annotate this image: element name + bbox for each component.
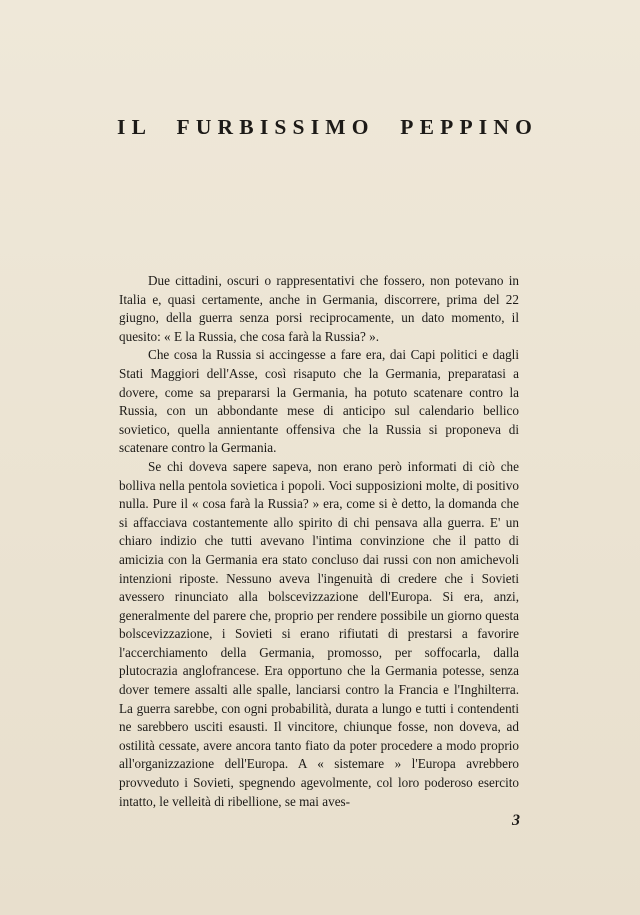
body-text xyxy=(119,272,519,811)
paragraph-1: Due cittadini, oscuri o rappresentativi che fossero, non potevano in Italia e, quasi certamente, anche in Germania, discorrere, prima del 22 giugno, della guerra senza porsi reciprocamente, un dato momento, il quesito: « E la Russia, che cosa farà la Russia? ». xyxy=(119,273,519,344)
chapter-title: IL FURBISSIMO PEPPINO xyxy=(117,115,539,139)
paragraph-2: Che cosa la Russia si accingesse a fare era, dai Capi politici e dagli Stati Maggiori dell'Asse, così risaputo che la Germania, preparatasi a dovere, come sa prepararsi la Germania, ha potuto scatenare contro la Russia, con un abbondante mese di anticipo sul calendario bellico sovietico, quella annientante offensiva che la Russia si proponeva di scatenare contro la Germania. xyxy=(119,347,519,456)
page-number: 3 xyxy=(512,812,520,829)
paragraph-3: Se chi doveva sapere sapeva, non erano però informati di ciò che bolliva nella pentola sovietica i popoli. Voci supposizioni molte, di positivo nulla. Pure il « cosa farà la Russia? » era, come si è detto, la domanda che si affacciava costantemente allo spirito di chi pensava alla guerra. E' un chiaro indizio che tutti avevano l'intima convinzione che il patto di amicizia con la Germania era stato concluso dai russi con non amichevoli intenzioni riposte. Nessuno aveva l'ingenuità di credere che i Sovieti avessero rinunciato alla bolscevizzazione dell'Europa. Si era, anzi, generalmente del parere che, proprio per rendere possibile un giorno questa bolscevizzazione, i Sovieti si erano rifiutati di prestarsi a favorire l'accerchiamento della Germania, promosso, per soffocarla, dalla plutocrazia anglofrancese. Era opportuno che la Germania potesse, senza dover temere assalti alle spalle, lanciarsi contro la Francia e l'Inghilterra. La guerra sarebbe, con ogni probabilità, durata a lungo e tutti i contendenti ne sarebbero usciti esausti. Il vincitore, chiunque fosse, non doveva, ad ostilità cessate, avere ancora tanto fiato da poter procedere a modo proprio all'organizzazione dell'Europa. A « sistemare » l'Europa avrebbero provveduto i Sovieti, spegnendo agevolmente, col loro poderoso esercito intatto, le velleità di ribellione, se mai aves- xyxy=(119,458,519,809)
